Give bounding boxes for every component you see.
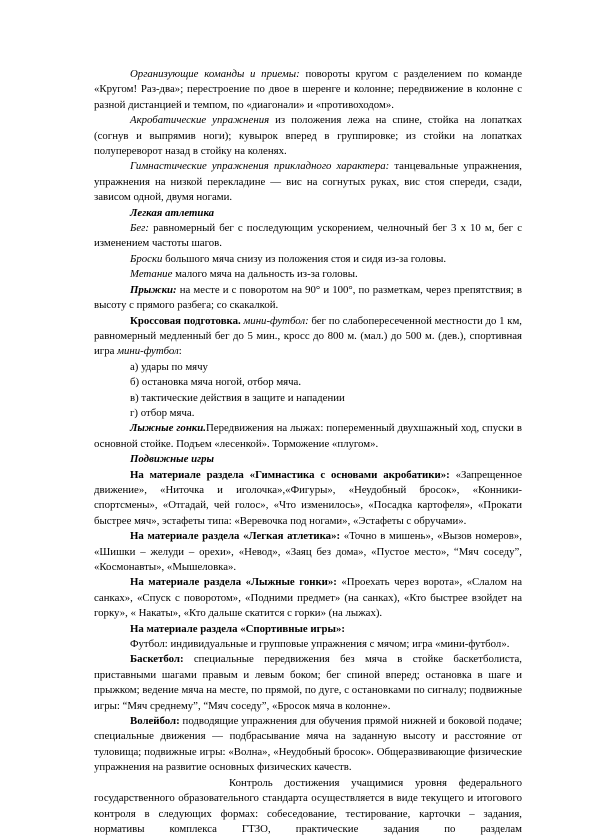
paragraph-text: танцевальные упражнения, упражнения на низкой перекладине — вис на согнутых руках, вис стоя спереди, сзади, зависом одной, двумя ногами. xyxy=(94,160,522,204)
paragraph-games-sport xyxy=(94,622,522,637)
paragraph-text: «Проехать через ворота», «Слалом на санках», «Спуск с поворотом», «Подними предмет» (на санках), «Кто быстрее взойдет на горку», « Накаты», «Кто дальше скатится с горки» (на лыжах). xyxy=(94,576,523,620)
paragraph-lead: Бег: xyxy=(130,222,149,235)
paragraph-organizing-commands xyxy=(94,67,522,113)
heading-athletics: Легкая атлетика xyxy=(130,206,215,219)
document-page xyxy=(94,67,522,837)
paragraph-text: на месте и с поворотом на 90° и 100°, по разметкам, через препятствия; в высоту с прямого разбега; со скакалкой. xyxy=(94,283,522,312)
paragraph-gymnastics-applied xyxy=(94,159,522,205)
paragraph-lead: На материале раздела «Легкая атлетика»: xyxy=(130,530,341,543)
paragraph-lead: Гимнастические упражнения прикладного характера: xyxy=(130,160,390,173)
paragraph-lead: Волейбол: xyxy=(130,715,180,728)
paragraph-control: Контроль достижения учащимися уровня федерального государственного образовательного стандарта осуществляется в виде текущего и итогового контроля в следующих формах: собеседование, тестирование, карточки – задания, нормативы комплекса ГТЗО, практические задания по разделам xyxy=(94,776,522,835)
paragraph-lead: На материале раздела «Гимнастика с основами акробатики»: xyxy=(130,468,450,481)
paragraph-ski xyxy=(94,421,522,452)
paragraph-text: равномерный бег с последующим ускорением, челночный бег 3 х 10 м, бег с изменением частоты шагов. xyxy=(94,222,522,250)
paragraph-games-athletics xyxy=(94,529,522,575)
paragraph-text: специальные передвижения без мяча в стойке баскетболиста, приставными шагами правым и левым боком; бег спиной вперед; остановка в шаге и прыжком; ведение мяча на месте, по прямой, по дуге, с остановками по сигналу; подвижные игры: “Мяч среднему”, “Мяч соседу”, «Бросок мяча в колонне». xyxy=(94,653,522,712)
paragraph-text: из положения лежа на спине, стойка на лопатках (согнув и выпрямив ноги); кувырок вперед в группировке; из стойки на лопатках полупереворот назад в стойку на коленях. xyxy=(94,114,522,158)
paragraph-text: большого мяча снизу из положения стоя и сидя из-за головы. xyxy=(162,252,447,265)
paragraph-lead: Кроссовая подготовка. xyxy=(130,314,241,327)
paragraph-lead: Лыжные гонки. xyxy=(130,422,206,435)
paragraph-text: «Точно в мишень», «Вызов номеров», «Шишки – желуди – орехи», «Невод», «Заяц без дома», «Пустое место», “Мяч соседу”, «Космонавты», «Мышеловка». xyxy=(94,530,522,573)
paragraph-lead: Прыжки: xyxy=(130,283,177,296)
paragraph-text: малого мяча на дальность из-за головы. xyxy=(172,268,358,281)
paragraph-acrobatics xyxy=(94,113,522,159)
paragraph-running xyxy=(94,221,522,252)
paragraph-cross-country: Кроссовая подготовка. мини-футбол: бег по слабопересеченной местности до 1 км, равномерный медленный бег до 5 мин., кросс до 800 м. (мал.) до 500 м. (дев.), спортивная игра мини-футбол: xyxy=(94,314,522,358)
list-item: в) тактические действия в защите и нападении xyxy=(130,391,345,404)
paragraph-text: подводящие упражнения для обучения прямой нижней и боковой подаче; специальные движения — подбрасывание мяча на заданную высоту и расстояние от туловища; подвижные игры: «Волна», «Неудобный бросок». Общеразвивающие физические упражнения на развитие основных физических качеств. xyxy=(94,715,522,774)
paragraph-text: «Запрещенное движение», «Ниточка и иголочка»,«Фигуры», «Неудобный бросок», «Конники-спортсмены», «Отгадай, чей голос», «Что изменилось», «Посадка картофеля», «Прокати быстрее мяч», эстафеты типа: «Веревочка под ногами», «Эстафеты с обручами». xyxy=(94,468,522,527)
paragraph-text: повороты кругом с разделением по команде «Кругом! Раз-два»; перестроение по двое в шеренге и колонне; передвижение в колонне с разной дистанцией и темпом, по «диагонали» и «противоходом». xyxy=(94,68,522,111)
list-item: г) отбор мяча. xyxy=(130,406,195,419)
paragraph-text: бег по слабопересеченной местности до 1 км, равномерный медленный бег до 5 мин., кросс до 800 м. (мал.) до 500 м. (дев.), спортивная игра xyxy=(94,314,522,358)
paragraph-lead: Баскетбол: xyxy=(130,653,184,666)
paragraph-volleyball xyxy=(94,714,522,776)
paragraph-basketball xyxy=(94,652,522,714)
paragraph-lead: Акробатические упражнения xyxy=(130,114,270,127)
paragraph-lead: Метание xyxy=(130,268,173,281)
paragraph-lead: Организующие команды и приемы: xyxy=(130,68,300,80)
paragraph-lead: На материале раздела «Спортивные игры»: xyxy=(130,622,345,635)
heading-outdoor-games: Подвижные игры xyxy=(130,453,214,466)
paragraph-football: Футбол: индивидуальные и групповые упражнения с мячом; игра «мини-футбол». xyxy=(130,638,510,651)
paragraph-text: Передвижения на лыжах: попеременный двухшажный ход, спуски в основной стойке. Подъем «лесенкой». Торможение «плугом». xyxy=(94,422,522,450)
list-item: б) остановка мяча ногой, отбор мяча. xyxy=(130,376,302,389)
paragraph-games-gymnastics xyxy=(94,468,522,530)
paragraph-throwing xyxy=(94,267,522,282)
paragraph-tail: мини-футбол xyxy=(117,345,179,358)
paragraph-lead-2: мини-футбол: xyxy=(240,314,309,327)
list-item: а) удары по мячу xyxy=(130,360,208,373)
paragraph-jumps xyxy=(94,283,522,314)
paragraph-games-ski xyxy=(94,575,522,621)
paragraph-lead: Броски xyxy=(130,252,163,265)
paragraph-throws xyxy=(94,252,522,267)
paragraph-lead: На материале раздела «Лыжные гонки»: xyxy=(130,576,337,589)
